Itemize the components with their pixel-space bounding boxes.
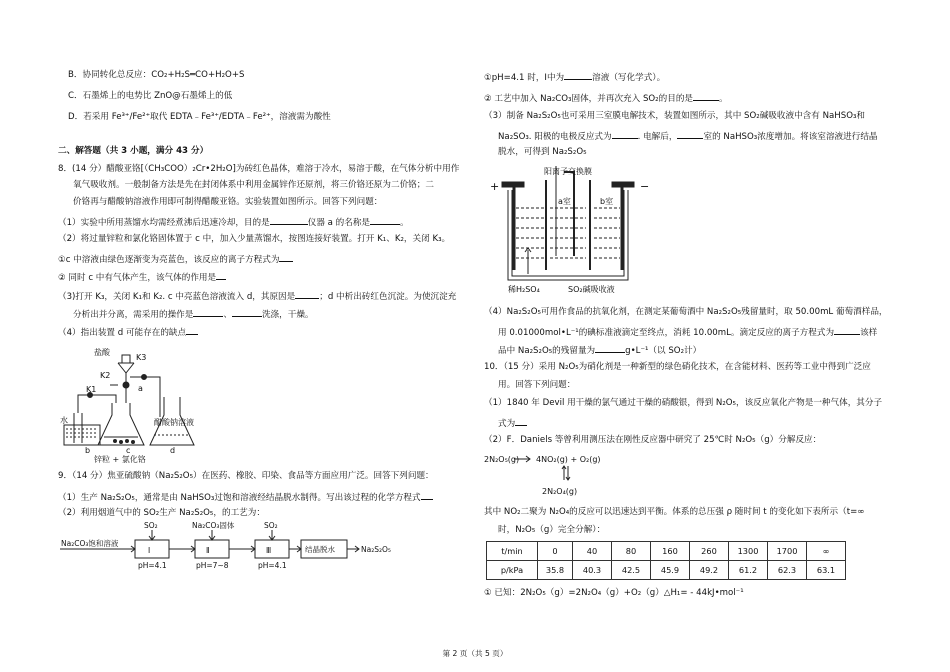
q8-sub4: （4）指出装置 d 可能存在的缺点 bbox=[58, 325, 198, 339]
table-row bbox=[487, 561, 846, 580]
q8-line2: 氧气吸收剂。一般制备方法是先在封闭体系中利用金属锌作还原剂，将三价铬还原为二价铬；二 bbox=[73, 180, 434, 190]
valve-k2 bbox=[123, 382, 129, 388]
q10-line1: 10．（15 分）采用 N₂O₅为硝化剂是一种新型的绿色硝化技术，在含能材料、医药等工业中得到广泛应 bbox=[484, 362, 871, 372]
label-membrane: 阳离子交换膜 bbox=[544, 167, 592, 176]
option-b: B．协同转化总反应：CO₂+H₂S═CO+H₂O+S bbox=[68, 70, 245, 80]
process-box-3 bbox=[255, 540, 289, 558]
electrolysis-cell-figure bbox=[488, 162, 658, 297]
q10-sub1-cont: 式为 bbox=[498, 416, 527, 430]
anode-terminal bbox=[502, 182, 524, 187]
label-k1: K1 bbox=[86, 385, 97, 394]
option-d: D．若采用 Fe³⁺/Fe²⁺取代 EDTA﹣Fe³⁺/EDTA﹣Fe²⁺，溶液需为酸性 bbox=[68, 112, 331, 122]
answer-blank[interactable] bbox=[693, 91, 719, 101]
valve-k3 bbox=[142, 375, 147, 380]
table-cell: ∞ bbox=[807, 542, 846, 561]
table-cell: 260 bbox=[690, 542, 729, 561]
q8-line1: 8．(14 分）醋酸亚铬[（CH₃COO）₂Cr•2H₂O]为砖红色晶体，难溶于冷水，易溶于酸，在气体分析中用作 bbox=[58, 164, 460, 174]
q10-sub1: （1）1840 年 Devil 用干燥的氯气通过干燥的硝酸银，得到 N₂O₅，该反应氧化产物是一种气体，其分子 bbox=[484, 398, 883, 408]
table-cell: 35.8 bbox=[538, 561, 573, 580]
table-cell: t/min bbox=[487, 542, 538, 561]
answer-blank[interactable] bbox=[279, 252, 293, 262]
pressure-time-table bbox=[486, 541, 846, 580]
table-cell: 80 bbox=[612, 542, 651, 561]
q9-sub3-line3: 脱水，可得到 Na₂S₂O₅ bbox=[498, 147, 587, 157]
q9-line1: 9．（14 分）焦亚硫酸钠（Na₂S₂O₅）在医药、橡胶、印染、食品等方面应用广泛。回答下列问题： bbox=[58, 471, 434, 481]
process-flow-diagram bbox=[60, 522, 400, 572]
flow-box3: Ⅲ bbox=[266, 546, 272, 555]
table-cell: 61.2 bbox=[729, 561, 768, 580]
cathode-terminal bbox=[612, 182, 634, 187]
q10-line4: 时，N₂O₅（g）完全分解）： bbox=[498, 525, 606, 535]
label-plus: + bbox=[490, 180, 500, 193]
flow-box4: 结晶脱水 bbox=[305, 545, 335, 554]
table-cell: 0 bbox=[538, 542, 573, 561]
answer-blank[interactable] bbox=[232, 307, 262, 317]
label-d: d bbox=[170, 446, 176, 455]
section-heading: 二、解答题（共 3 小题，满分 43 分） bbox=[58, 146, 209, 156]
label-hcl: 盐酸 bbox=[94, 348, 110, 357]
label-k3: K3 bbox=[136, 353, 147, 362]
table-cell: 1700 bbox=[768, 542, 807, 561]
process-box-2 bbox=[195, 540, 229, 558]
reaction-lhs: 2N₂O₅(g) bbox=[484, 455, 520, 464]
q10-known: ① 已知：2N₂O₅（g）=2N₂O₄（g）+O₂（g）△H₁= - 44kJ•mol⁻¹ bbox=[484, 588, 744, 598]
table-cell: 40 bbox=[573, 542, 612, 561]
q8-sub2: （2）将过量锌粒和氯化铬固体置于 c 中，加入少量蒸馏水，按图连接好装置。打开 K₁、K₂，关闭 K₃。 bbox=[58, 234, 451, 244]
label-absorbent: SO₂碱吸收液 bbox=[568, 285, 615, 294]
table-row bbox=[487, 542, 846, 561]
flow-start: Na₂CO₃饱和溶液 bbox=[61, 539, 119, 548]
flask-c bbox=[98, 403, 144, 445]
flow-so2-a: SO₂ bbox=[144, 521, 158, 530]
answer-blank[interactable] bbox=[677, 129, 703, 139]
flow-so2-b: SO₂ bbox=[264, 521, 278, 530]
table-cell: 1300 bbox=[729, 542, 768, 561]
q9-sub2: （2）利用烟道气中的 SO₂生产 Na₂S₂O₅，的工艺为： bbox=[58, 508, 265, 518]
q9-sub4-line3: 品中 Na₂S₂O₅的残留量为 g•L⁻¹（以 SO₂计） bbox=[498, 343, 701, 357]
answer-blank[interactable] bbox=[595, 343, 625, 353]
table-cell: 160 bbox=[651, 542, 690, 561]
page-footer: 第 2 页（共 5 页） bbox=[442, 649, 508, 658]
flow-na2co3: Na₂CO₃固体 bbox=[192, 521, 235, 530]
option-c: C．石墨烯上的电势比 ZnO@石墨烯上的低 bbox=[68, 91, 233, 101]
answer-blank[interactable] bbox=[270, 215, 308, 225]
q8-sub3-cont: 分析出并分离，需采用的操作是 、 洗涤，干燥。 bbox=[73, 307, 314, 321]
q9-sub3-line1: （3）制备 Na₂S₂O₅也可采用三室膜电解技术，装置如图所示，其中 SO₂碱吸收液中含有 NaHSO₃和 bbox=[484, 111, 865, 121]
label-room-a: a室 bbox=[558, 197, 571, 206]
apparatus-figure bbox=[60, 343, 220, 463]
flow-box2: Ⅱ bbox=[206, 546, 210, 555]
label-minus: − bbox=[640, 180, 650, 193]
flow-ph1: pH=4.1 bbox=[138, 561, 167, 570]
answer-blank[interactable] bbox=[834, 325, 860, 335]
q9-sub2-2: ② 工艺中加入 Na₂CO₃固体，并再次充入 SO₂的目的是 。 bbox=[484, 91, 728, 105]
label-room-b: b室 bbox=[600, 197, 614, 206]
table-cell: p/kPa bbox=[487, 561, 538, 580]
table-cell: 42.5 bbox=[612, 561, 651, 580]
table-cell: 63.1 bbox=[807, 561, 846, 580]
q9-sub1: （1）生产 Na₂S₂O₅，通常是由 NaHSO₃过饱和溶液经结晶脱水制得。写出该过程的化学方程式 bbox=[58, 490, 433, 504]
label-naac: 醋酸钠溶液 bbox=[154, 418, 194, 427]
q10-line2: 用。回答下列问题： bbox=[498, 380, 576, 390]
reaction-rhs: 4NO₂(g) + O₂(g) bbox=[536, 455, 601, 464]
table-cell: 40.3 bbox=[573, 561, 612, 580]
label-k2: K2 bbox=[100, 371, 111, 380]
table-cell: 49.2 bbox=[690, 561, 729, 580]
answer-blank[interactable] bbox=[186, 325, 198, 335]
q10-line3: 其中 NO₂二聚为 N₂O₄的反应可以迅速达到平衡。体系的总压强 ρ 随时间 t 的变化如下表所示（t=∞ bbox=[484, 507, 865, 517]
flow-ph2: pH=7~8 bbox=[196, 561, 229, 570]
answer-blank[interactable] bbox=[193, 307, 223, 317]
label-b: b bbox=[85, 446, 91, 455]
table-cell: 62.3 bbox=[768, 561, 807, 580]
label-a: a bbox=[138, 384, 143, 393]
label-c: c bbox=[126, 446, 131, 455]
q10-sub2: （2）F．Daniels 等曾利用测压法在刚性反应器中研究了 25℃时 N₂O₅（g）分解反应： bbox=[484, 435, 822, 445]
q8-sub2-1: ①c 中溶液由绿色逐渐变为亮蓝色，该反应的离子方程式为 bbox=[58, 252, 293, 266]
label-zn: 锌粒 + 氯化铬 bbox=[94, 455, 146, 464]
q8-sub3: （3)打开 K₃，关闭 K₁和 K₂. c 中亮蓝色溶液流入 d，其原因是 ；d 中析出砖红色沉淀。为使沉淀充 bbox=[58, 289, 456, 303]
answer-blank[interactable] bbox=[370, 215, 400, 225]
flow-end: Na₂S₂O₅ bbox=[361, 545, 391, 554]
label-water: 水 bbox=[60, 416, 68, 425]
answer-blank[interactable] bbox=[564, 70, 592, 80]
q8-line3: 价铬再与醋酸钠溶液作用即可制得醋酸亚铬。实验装置如图所示。回答下列问题： bbox=[73, 197, 383, 207]
answer-blank[interactable] bbox=[295, 289, 319, 299]
q9-sub3-line2: Na₂SO₃. 阳极的电极反应式为 . 电解后， 室的 NaHSO₃浓度增加。将该室溶液进行结晶 bbox=[498, 129, 878, 143]
answer-blank[interactable] bbox=[216, 270, 226, 280]
reaction-scheme bbox=[484, 450, 644, 502]
flow-ph3: pH=4.1 bbox=[258, 561, 287, 570]
table-cell: 45.9 bbox=[651, 561, 690, 580]
q9-sub4-line2: 用 0.01000mol•L⁻¹的碘标准液滴定至终点，消耗 10.00mL。滴定反应的离子方程式为 该样 bbox=[498, 325, 877, 339]
q9-sub4-line1: （4）Na₂S₂O₅可用作食品的抗氧化剂，在测定某葡萄酒中 Na₂S₂O₅残留量时，取 50.00mL 葡萄酒样品， bbox=[484, 307, 888, 317]
flow-box1: Ⅰ bbox=[148, 546, 151, 555]
reaction-bottom: 2N₂O₄(g) bbox=[542, 487, 578, 496]
q8-sub2-2: ② 同时 c 中有气体产生，该气体的作用是 bbox=[58, 270, 226, 284]
answer-blank[interactable] bbox=[612, 129, 638, 139]
answer-blank[interactable] bbox=[515, 416, 527, 426]
q8-sub1: （1）实验中所用蒸馏水均需经煮沸后迅速冷却，目的是 仪器 a 的名称是 。 bbox=[58, 215, 409, 229]
label-acid: 稀H₂SO₄ bbox=[508, 285, 540, 294]
q9-sub2-1: ①pH=4.1 时，Ⅰ中为 溶液（写化学式）。 bbox=[484, 70, 665, 84]
answer-blank[interactable] bbox=[421, 490, 433, 500]
process-box-1 bbox=[135, 540, 169, 558]
